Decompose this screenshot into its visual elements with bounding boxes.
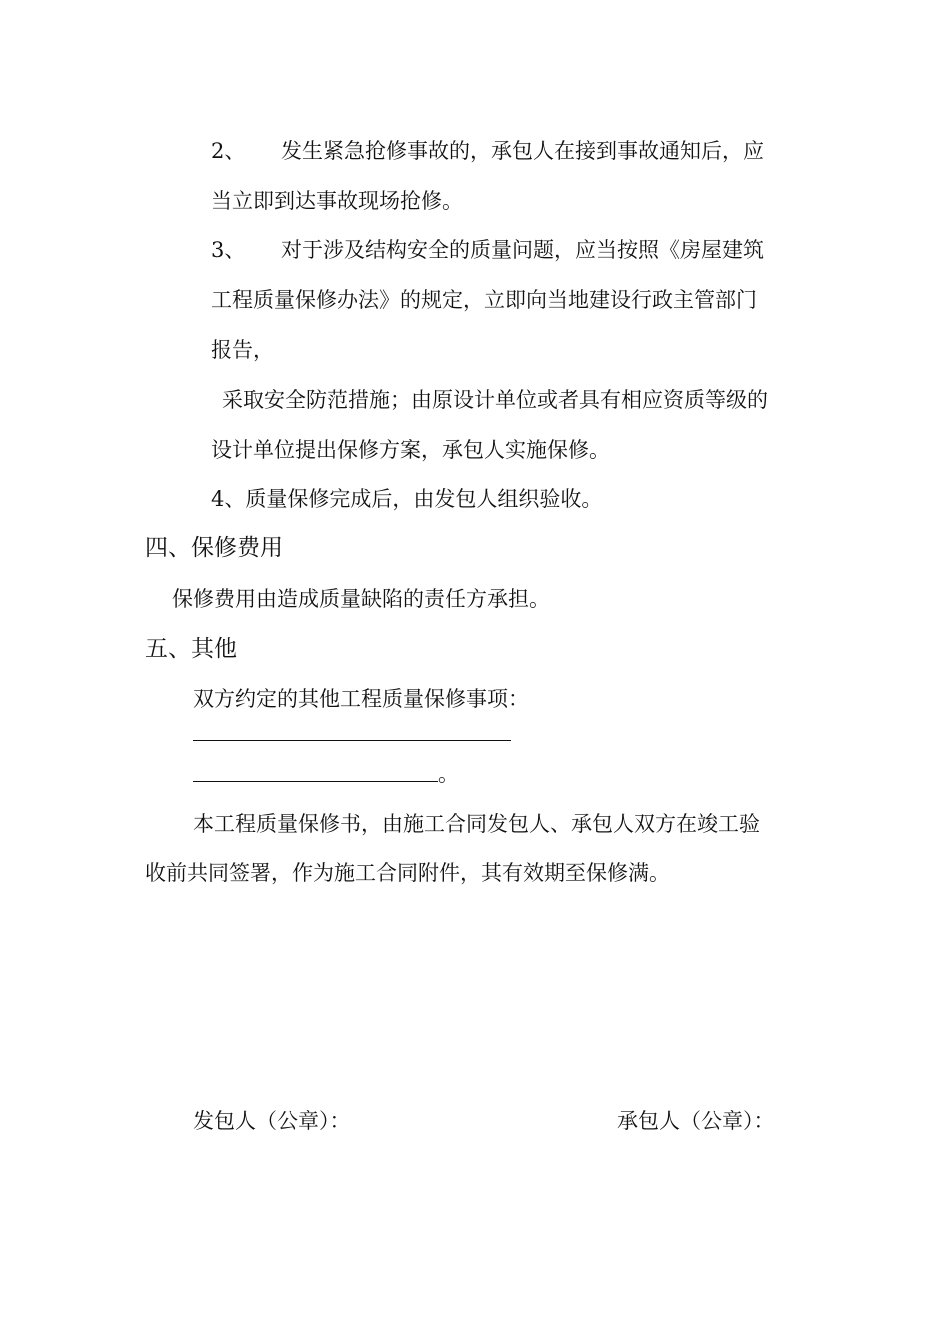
- item-3-line-2: 工程质量保修办法》的规定，立即向当地建设行政主管部门: [211, 288, 757, 312]
- contractor-signature-label: 承包人（公章）：: [617, 1109, 775, 1133]
- item-3-line-4: 采取安全防范措施；由原设计单位或者具有相应资质等级的: [222, 388, 768, 412]
- item-3-line-3: 报告，: [211, 338, 274, 362]
- item-2-line-1: [211, 139, 764, 163]
- item-3-text: 对于涉及结构安全的质量问题，应当按照《房屋建筑: [281, 238, 764, 262]
- blank-line-2: [193, 781, 438, 782]
- section-4-heading: 四、保修费用: [145, 535, 283, 561]
- item-3-number: 3、: [211, 238, 246, 262]
- blank-end-mark: 。: [438, 762, 459, 786]
- item-2-text: 发生紧急抢修事故的，承包人在接到事故通知后，应: [281, 139, 764, 163]
- closing-line-1: 本工程质量保修书，由施工合同发包人、承包人双方在竣工验: [193, 812, 760, 836]
- item-4: 4、质量保修完成后，由发包人组织验收。: [211, 487, 603, 511]
- employer-signature-label: 发包人（公章）：: [193, 1109, 351, 1133]
- section-4-body: 保修费用由造成质量缺陷的责任方承担。: [172, 587, 550, 611]
- blank-line-1: [193, 740, 511, 741]
- section-5-body: 双方约定的其他工程质量保修事项：: [193, 687, 529, 711]
- item-3-line-5: 设计单位提出保修方案，承包人实施保修。: [211, 438, 610, 462]
- section-5-heading: 五、其他: [145, 636, 237, 662]
- item-2-number: 2、: [211, 139, 246, 163]
- item-3-line-1: [211, 238, 764, 262]
- closing-line-2: 收前共同签署，作为施工合同附件，其有效期至保修满。: [145, 861, 670, 885]
- item-2-line-2: 当立即到达事故现场抢修。: [211, 189, 463, 213]
